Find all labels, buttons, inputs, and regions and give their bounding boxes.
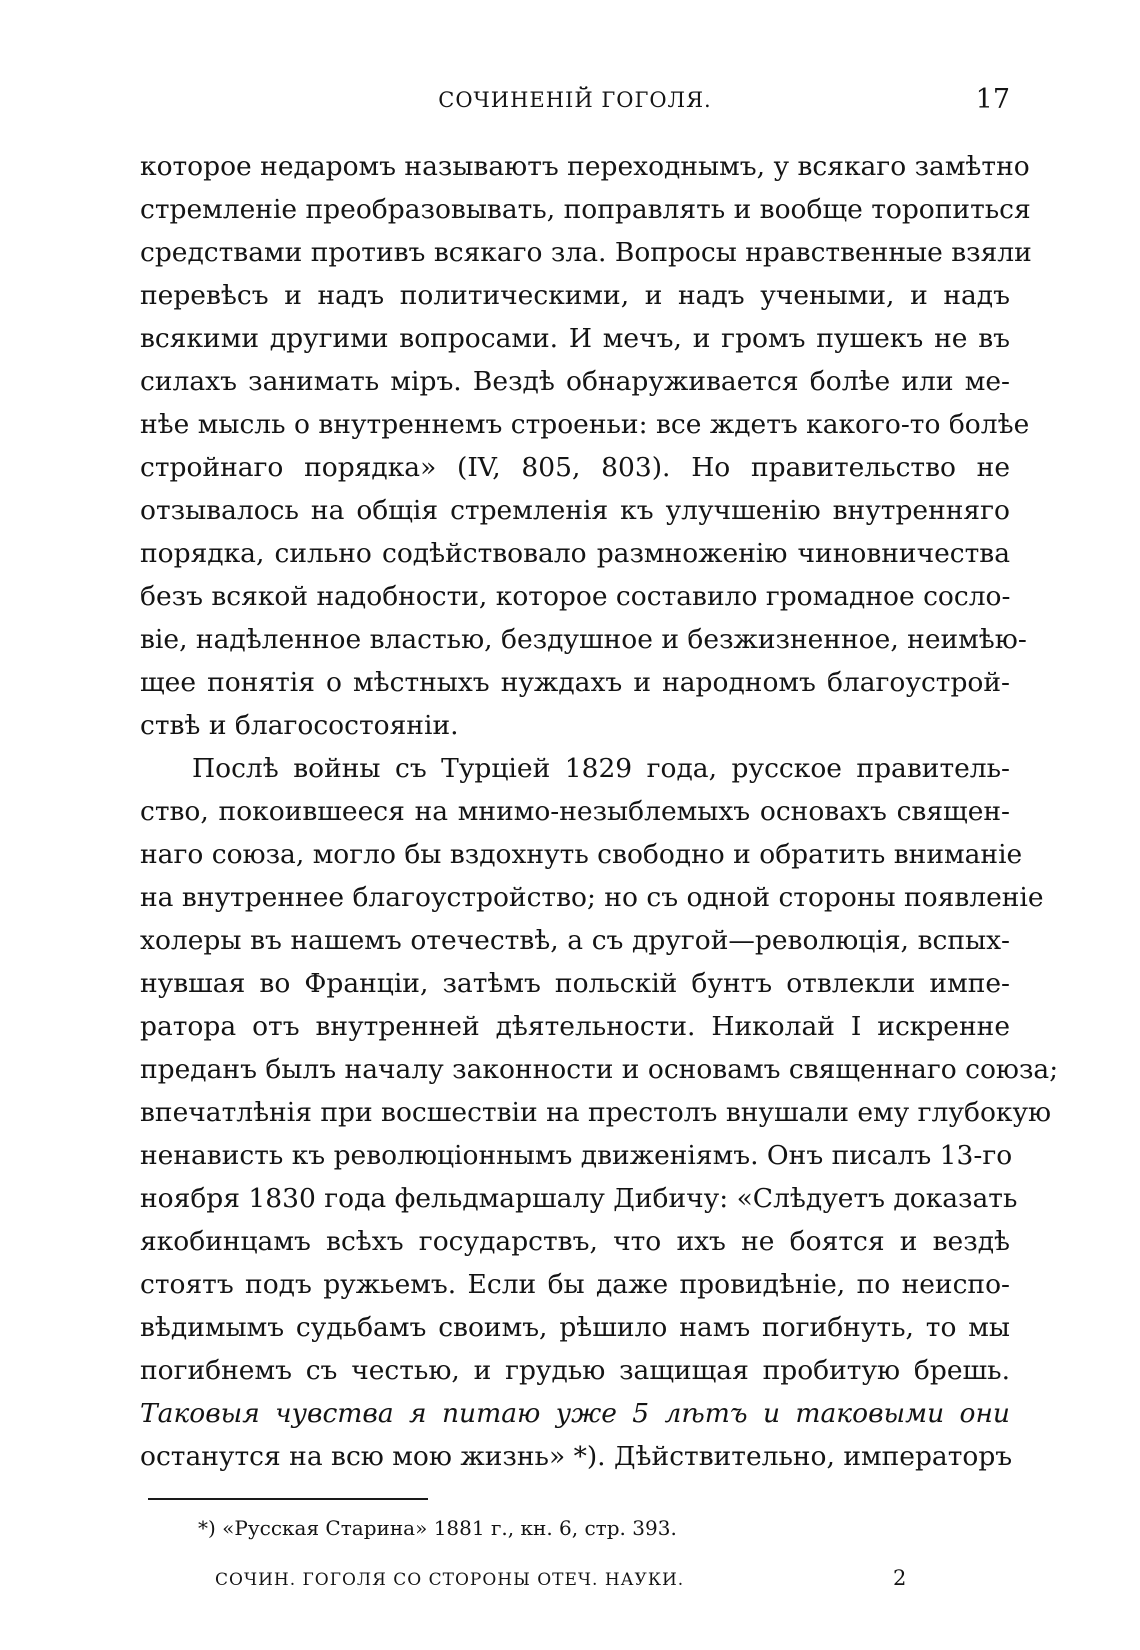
text-line: якобинцамъ всѣхъ государствъ, что ихъ не боятся и вездѣ xyxy=(140,1226,1010,1257)
signature-mark: СОЧИН. ГОГОЛЯ СО СТОРОНЫ ОТЕЧ. НАУКИ. xyxy=(215,1570,685,1590)
body-text xyxy=(140,145,1059,1478)
text-line: ство, покоившееся на мнимо-незыблемыхъ основахъ священ- xyxy=(140,796,1010,827)
text-line: безъ всякой надобности, которое составило громадное сосло- xyxy=(140,581,1011,612)
text-line: преданъ былъ началу законности и основамъ священнаго союза; xyxy=(140,1054,1059,1085)
text-line: стремленіе преобразовывать, поправлять и вообще торопиться xyxy=(140,194,1031,225)
footnote: *) «Русская Старина» 1881 г., кн. 6, стр. 393. xyxy=(198,1516,677,1540)
text-line: стройнаго порядка» (IV, 805, 803). Но правительство не xyxy=(140,452,1010,483)
text-line: останутся на всю мою жизнь» *). Дѣйствительно, императоръ xyxy=(140,1441,1013,1472)
text-line: наго союза, могло бы вздохнуть свободно и обратить вниманіе xyxy=(140,839,1023,870)
text-line: ствѣ и благосостояніи. xyxy=(140,710,459,741)
text-line: ноября 1830 года фельдмаршалу Дибичу: «Слѣдуетъ доказать xyxy=(140,1183,1018,1214)
text-line: вѣдимымъ судьбамъ своимъ, рѣшило намъ погибнуть, то мы xyxy=(140,1312,1010,1343)
text-line: холеры въ нашемъ отечествѣ, а съ другой—революція, вспых- xyxy=(140,925,1010,956)
text-line: которое недаромъ называютъ переходнымъ, у всякаго замѣтно xyxy=(140,151,1030,182)
text-line: впечатлѣнія при восшествіи на престолъ внушали ему глубокую xyxy=(140,1097,1052,1128)
text-line: віе, надѣленное властью, бездушное и безжизненное, неимѣю- xyxy=(140,624,1027,655)
running-title: СОЧИНЕНІЙ ГОГОЛЯ. xyxy=(438,88,712,112)
text-line: щее понятія о мѣстныхъ нуждахъ и народномъ благоустрой- xyxy=(140,667,1010,698)
text-line: на внутреннее благоустройство; но съ одной стороны появленіе xyxy=(140,882,1044,913)
text-line: отзывалось на общія стремленія къ улучшенію внутренняго xyxy=(140,495,1010,526)
footnote-divider xyxy=(148,1498,428,1500)
text-line: стоятъ подъ ружьемъ. Если бы даже провидѣніе, по неиспо- xyxy=(140,1269,1010,1300)
text-line: порядка, сильно содѣйствовало размноженію чиновничества xyxy=(140,538,1010,569)
text-line: нувшая во Франціи, затѣмъ польскій бунтъ отвлекли импе- xyxy=(140,968,1010,999)
text-line: средствами противъ всякаго зла. Вопросы нравственные взяли xyxy=(140,237,1032,268)
text-line: Послѣ войны съ Турціей 1829 года, русское правитель- xyxy=(192,753,1010,784)
text-line: всякими другими вопросами. И мечъ, и громъ пушекъ не въ xyxy=(140,323,1010,354)
text-line: перевѣсъ и надъ политическими, и надъ учеными, и надъ xyxy=(140,280,1010,311)
running-head xyxy=(140,84,1010,118)
text-line: ненависть къ революціоннымъ движеніямъ. Онъ писалъ 13-го xyxy=(140,1140,1013,1171)
text-line: ратора отъ внутренней дѣятельности. Николай I искренне xyxy=(140,1011,1010,1042)
text-line: погибнемъ съ честью, и грудью защищая пробитую брешь. xyxy=(140,1355,1010,1386)
text-line-italic: Таковыя чувства я питаю уже 5 лѣтъ и таковыми они xyxy=(140,1398,1010,1429)
signature-number: 2 xyxy=(893,1566,907,1590)
text-line: нѣе мысль о внутреннемъ строеньи: все ждетъ какого-то болѣе xyxy=(140,409,1030,440)
text-line: силахъ занимать міръ. Вездѣ обнаруживается болѣе или ме- xyxy=(140,366,1010,397)
page-number: 17 xyxy=(975,84,1010,115)
